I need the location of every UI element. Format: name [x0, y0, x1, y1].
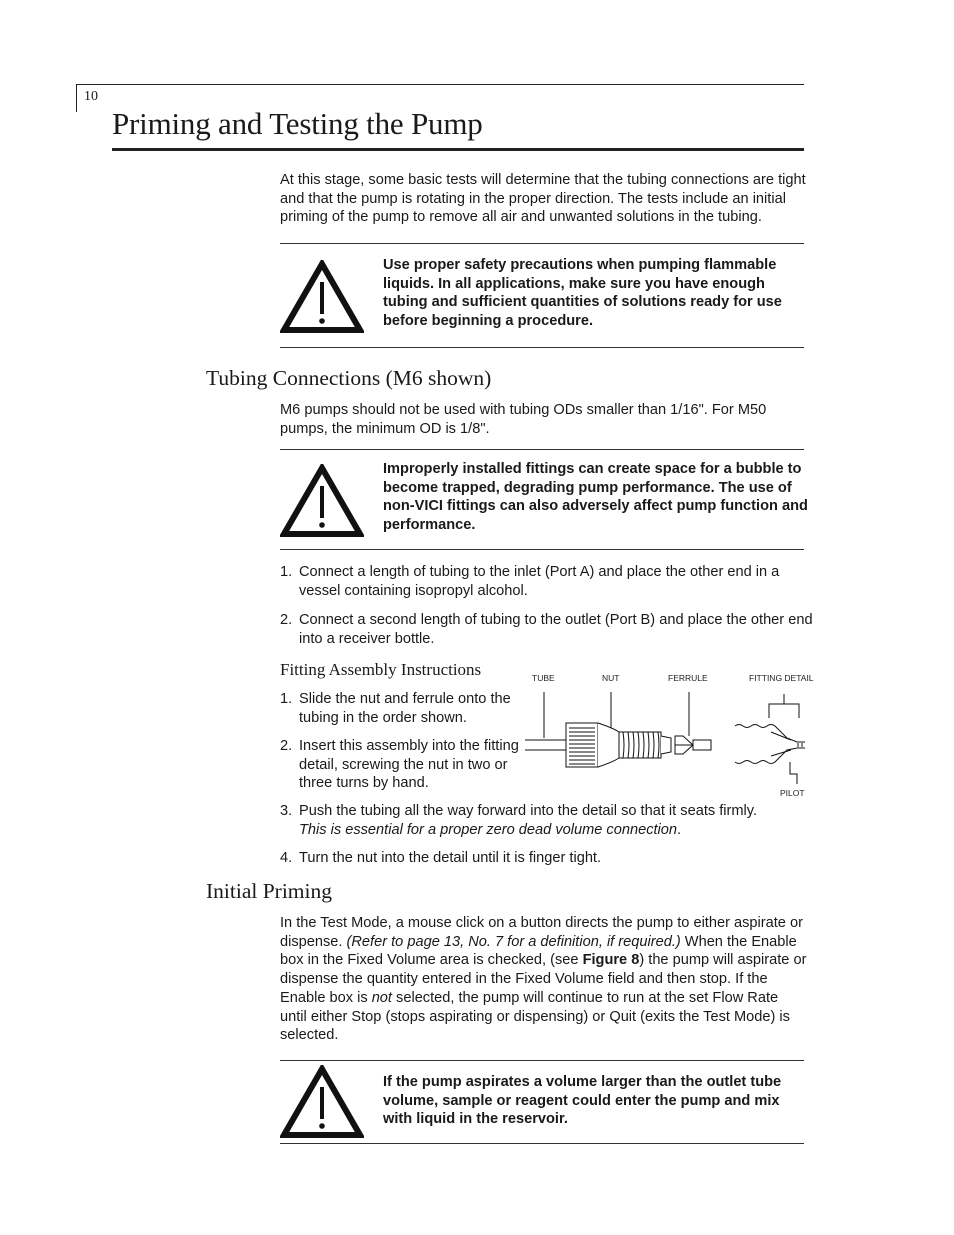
figure-ref: Figure 8 — [582, 952, 640, 969]
priming-ref: (Refer to page 13, No. 7 for a definition, if required.) — [346, 933, 681, 950]
list-note: This is essential for a proper zero dead volume connection — [299, 821, 678, 838]
list-text: Slide the nut and ferrule onto the tubing in the order shown. — [299, 691, 511, 726]
list-item — [280, 802, 820, 839]
list-text: Turn the nut into the detail until it is finger tight. — [299, 850, 602, 866]
page-number: 10 — [84, 89, 98, 104]
page-title: Priming and Testing the Pump — [112, 106, 483, 141]
tubing-paragraph: M6 pumps should not be used with tubing ODs smaller than 1/16". For M50 pumps, the minimum OD is 1/8". — [280, 402, 767, 437]
list-item — [280, 611, 820, 648]
warning-rule-bottom — [280, 1143, 804, 1144]
list-number: 2. — [280, 738, 293, 754]
title-rule — [112, 148, 804, 151]
list-text: Insert this assembly into the fitting detail, screwing the nut in two or three turns by hand. — [299, 738, 519, 792]
priming-paragraph — [280, 914, 808, 1045]
figure-label-nut: NUT — [602, 673, 620, 683]
list-note-end: . — [677, 821, 682, 838]
list-item — [280, 690, 520, 727]
warning-rule-top — [280, 243, 804, 244]
priming-text: In the Test Mode, a mouse click on a button directs the pump to either aspirate or dispense. — [280, 915, 803, 950]
fitting-drawing — [525, 670, 825, 802]
section-heading-tubing: Tubing Connections (M6 shown) — [206, 366, 492, 390]
intro-paragraph: At this stage, some basic tests will determine that the tubing connections are tight and that the pump is rotating in the proper direction. The tests include an initial priming of the pump to remove all air and unwanted solutions in the tubing. — [280, 172, 806, 226]
warning-text: Improperly installed fittings can create space for a bubble to become trapped, degrading pump performance. The use of non-VICI fittings can also adversely affect pump function and performance. — [383, 461, 808, 534]
figure-label-fitting-detail: FITTING DETAIL — [749, 673, 814, 683]
list-item — [280, 737, 520, 793]
warning-text: If the pump aspirates a volume larger than the outlet tube volume, sample or reagent could enter the pump and mix with liquid in the reservoir. — [383, 1074, 782, 1128]
list-number: 3. — [280, 803, 293, 819]
list-number: 1. — [280, 564, 293, 580]
section-heading-priming: Initial Priming — [206, 879, 333, 903]
figure-label-pilot: PILOT — [780, 788, 805, 798]
list-text: Push the tubing all the way forward into the detail so that it seats firmly. — [299, 803, 758, 819]
warning-rule-bottom — [280, 549, 804, 550]
list-item — [280, 563, 820, 600]
warning-icon — [280, 1065, 364, 1139]
list-number: 2. — [280, 612, 293, 628]
priming-text: ) the pump will aspirate or dispense the quantity entered in the Fixed Volume field and then stop. If the Enable box is — [280, 952, 807, 1006]
header-tick — [76, 84, 77, 112]
warning-icon — [280, 464, 364, 538]
priming-text: When the Enable box in the Fixed Volume area is checked, (see — [280, 933, 797, 969]
warning-text: Use proper safety precautions when pumping flammable liquids. In all applications, make sure you have enough tubing and sufficient quantities of solutions ready for use before beginning a procedure. — [383, 257, 782, 330]
priming-emphasis: not — [371, 989, 392, 1006]
list-number: 1. — [280, 691, 293, 707]
priming-text: selected, the pump will continue to run at the set Flow Rate until either Stop (stops aspirating or dispensing) or Quit (exits the Test Mode) is selected. — [280, 989, 790, 1044]
figure-label-ferrule: FERRULE — [668, 673, 708, 683]
warning-icon — [280, 260, 364, 334]
fitting-figure — [525, 670, 825, 802]
warning-rule-top — [280, 449, 804, 450]
list-number: 4. — [280, 850, 293, 866]
header-rule — [76, 84, 804, 85]
figure-label-tube: TUBE — [532, 673, 555, 683]
warning-rule-bottom — [280, 347, 804, 348]
subsection-heading-fitting: Fitting Assembly Instructions — [280, 660, 482, 679]
list-text: Connect a length of tubing to the inlet (Port A) and place the other end in a vessel containing isopropyl alcohol. — [299, 564, 780, 599]
list-text: Connect a second length of tubing to the outlet (Port B) and place the other end into a receiver bottle. — [299, 612, 813, 647]
list-item — [280, 849, 820, 868]
warning-rule-top — [280, 1060, 804, 1061]
